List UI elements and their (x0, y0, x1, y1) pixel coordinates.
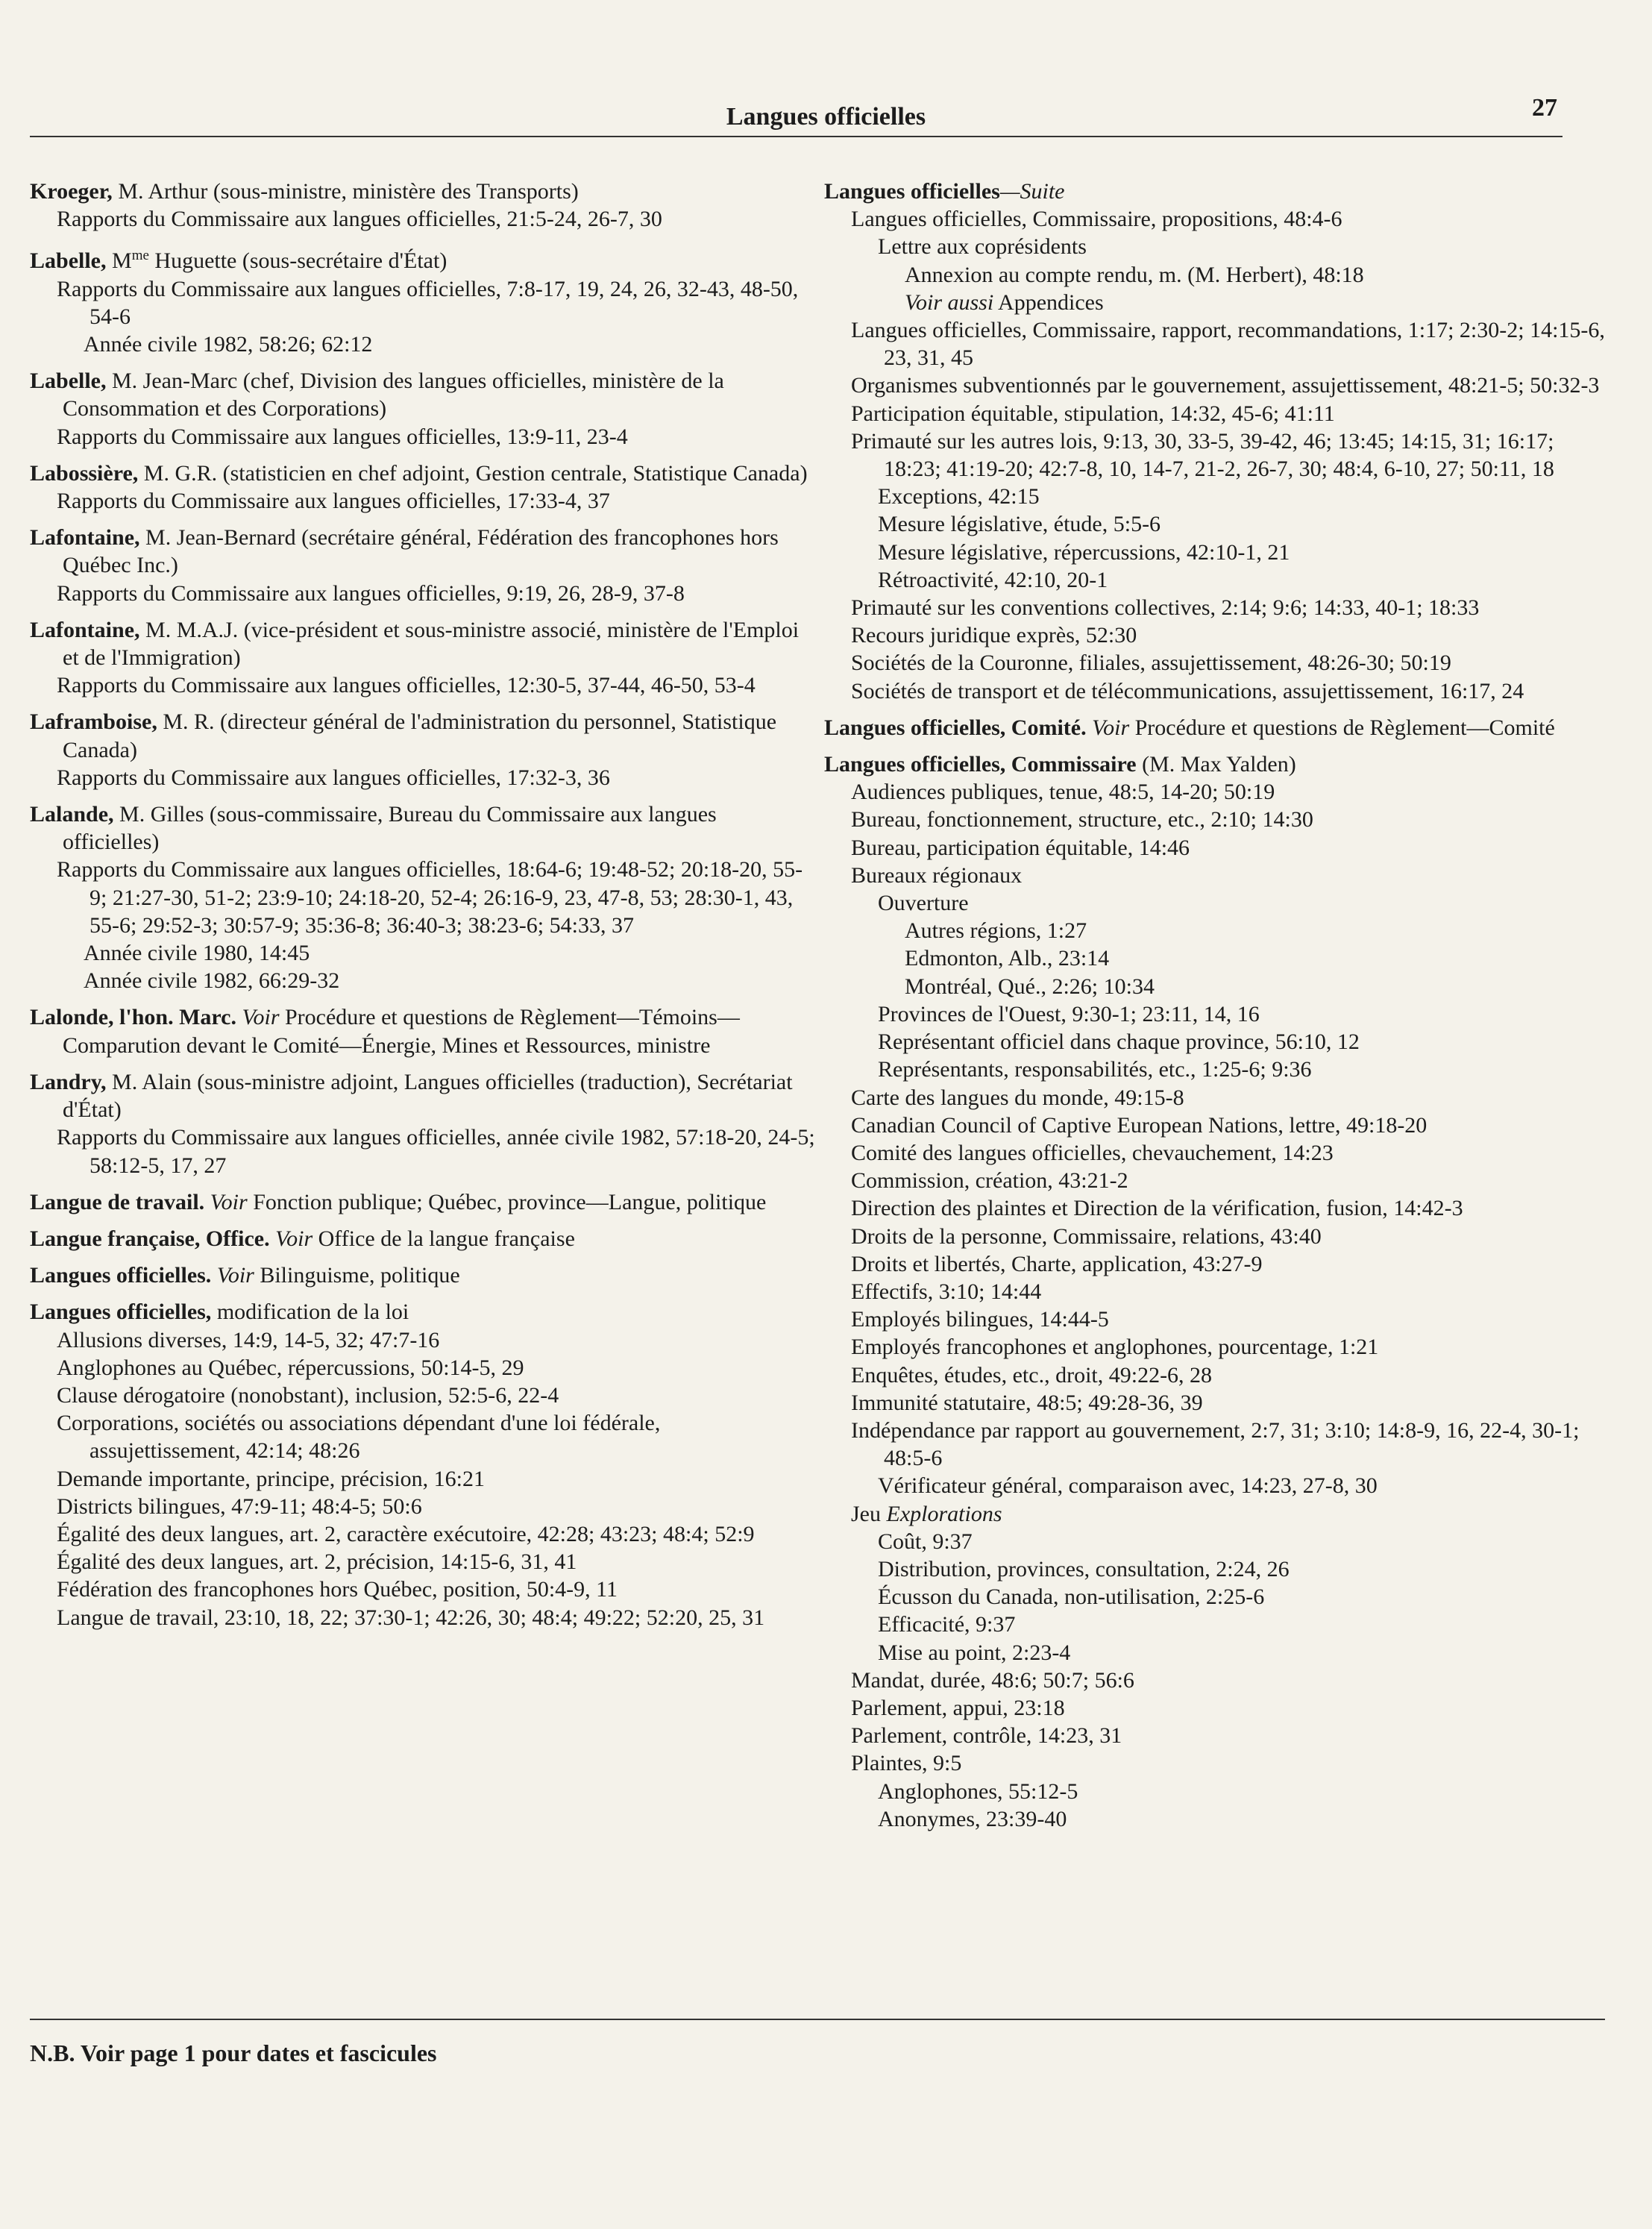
sub-entry: Plaintes, 9:5 (851, 1751, 962, 1776)
sub-entry: Droits et libertés, Charte, application, 43:27-9 (851, 1251, 1263, 1276)
sub-entry: Coût, 9:37 (878, 1529, 973, 1554)
sub-entry: Égalité des deux langues, art. 2, précision, 14:15-6, 31, 41 (57, 1549, 577, 1575)
index-entry: Langues officielles. Voir Bilinguisme, politique (30, 1263, 460, 1288)
index-entry: Landry, M. Alain (sous-ministre adjoint, Langues officielles (traduction), Secrétariat d'État) Rapports du Commissaire aux langues officielles, année civile 1982, 57:18-20, 24-5; 58:12-5, 17, 27 (30, 1068, 817, 1179)
sub-entry: Parlement, contrôle, 14:23, 31 (851, 1723, 1122, 1749)
index-entry: Lafontaine, M. M.A.J. (vice-président et sous-ministre associé, ministère de l'Emploi et de l'Immigration) Rapports du Commissaire aux langues officielles, 12:30-5, 37-44, 46-50, 53-4 (30, 616, 817, 700)
index-entry: Labelle, $M^{me}$ Huguette (sous-secrétaire d'État) Rapports du Commissaire aux langues officielles, 7:8-17, 19, 24, 26, 32-43, 48-50, 54-6 Année civile 1982, 58:26; 62:12 (30, 242, 817, 358)
index-entry: Langues officielles, Comité. Voir Procédure et questions de Règlement—Comité (824, 715, 1555, 740)
sub-entry: Annexion au compte rendu, m. (M. Herbert), 48:18 (905, 262, 1364, 287)
sub-entry: Primauté sur les autres lois, 9:13, 30, 33-5, 39-42, 46; 13:45; 14:15, 31; 16:17; 18:23; 41:19-20; 42:7-8, 10, 14-7, 21-2, 26-7, 30; 48:4, 6-10, 27; 50:11, 18 (851, 428, 1554, 482)
index-entry: Lafontaine, M. Jean-Bernard (secrétaire général, Fédération des francophones hors Québec Inc.) Rapports du Commissaire aux langues officielles, 9:19, 26, 28-9, 37-8 (30, 524, 817, 607)
sub-entry: Sociétés de transport et de télécommunications, assujettissement, 16:17, 24 (851, 678, 1524, 703)
index-entry: Lalande, M. Gilles (sous-commissaire, Bureau du Commissaire aux langues officielles) Rapports du Commissaire aux langues officielles, 18:64-6; 19:48-52; 20:18-20, 55-9; 21:27-30, 51-2; 23:9-10; 24:18-20, 52-4; 26:16-9, 23, 47-8, 53; 28:30-1, 43, 55-6; 29:52-3; 30:57-9; 35:36-8; 36:40-3; 38:23-6; 54:33, 37 Année civile 1980, 14:45 Année civile 1982, 66:29-32 (30, 800, 817, 994)
sub-entry: Langue de travail, 23:10, 18, 22; 37:30-1; 42:26, 30; 48:4; 49:22; 52:20, 25, 31 (57, 1605, 765, 1630)
index-entry: Labelle, M. Jean-Marc (chef, Division des langues officielles, ministère de la Consommation et des Corporations) Rapports du Commissaire aux langues officielles, 13:9-11, 23-4 (30, 367, 817, 451)
sub-entry: Distribution, provinces, consultation, 2:24, 26 (878, 1556, 1290, 1581)
sub-entry: Provinces de l'Ouest, 9:30-1; 23:11, 14, 16 (878, 1001, 1260, 1026)
sub-entry: Rapports du Commissaire aux langues officielles, 17:32-3, 36 (57, 765, 610, 790)
sub-entry: Effectifs, 3:10; 14:44 (851, 1279, 1042, 1304)
sub-entry: Mandat, durée, 48:6; 50:7; 56:6 (851, 1667, 1134, 1693)
sub-entry: Immunité statutaire, 48:5; 49:28-36, 39 (851, 1390, 1203, 1415)
sub-entry: Participation équitable, stipulation, 14:32, 45-6; 41:11 (851, 401, 1335, 426)
sub-entry: Primauté sur les conventions collectives, 2:14; 9:6; 14:33, 40-1; 18:33 (851, 595, 1480, 621)
sub-entry: Droits de la personne, Commissaire, relations, 43:40 (851, 1223, 1322, 1249)
sub-entry: Canadian Council of Captive European Nations, lettre, 49:18-20 (851, 1112, 1428, 1138)
page-number: 27 (1532, 94, 1557, 122)
sub-entry: Voir aussi Appendices (905, 289, 1104, 315)
index-entry: Langues officielles, Commissaire (M. Max Yalden) Audiences publiques, tenue, 48:5, 14-20; 50:19 Bureau, fonctionnement, structure, etc., 2:10; 14:30 Bureau, participation équitable, 14:46 Bureaux régionaux Ouverture Autres régions, 1:27 Edmonton, Alb., 23:14 Montréal, Qué., 2:26; 10:34 Provinces de l'Ouest, 9:30-1; 23:11, 14, 16 Représentant officiel dans chaque province, 56:10, 12 Représentants, responsabilités, etc., 1:25-6; 9:36 Carte des langues du monde, 49:15-8 Canadian Council of Captive European Nations, lettre, 49:18-20 Comité des langues officielles, chevauchement, 14:23 Commission, création, 43:21-2 Direction des plaintes et Direction de la vérification, fusion, 14:42-3 Droits de la personne, Commissaire, relations, 43:40 Droits et libertés, Charte, application, 43:27-9 Effectifs, 3:10; 14:44 Employés bilingues, 14:44-5 Employés francophones et anglophones, pourcentage, 1:21 Enquêtes, études, etc., droit, 49:22-6, 28 Immunité statutaire, 48:5; 49:28-36, 39 Indépendance par rapport au gouvernement, 2:7, 31; 3:10; 14:8-9, 16, 22-4, 30-1; 48:5-6 Vérificateur général, comparaison avec, 14:23, 27-8, 30 Jeu Explorations Coût, 9:37 Distribution, provinces, consultation, 2:24, 26 Écusson du Canada, non-utilisation, 2:25-6 Efficacité, 9:37 Mise au point, 2:23-4 Mandat, durée, 48:6; 50:7; 56:6 Parlement, appui, 23:18 Parlement, contrôle, 14:23, 31 Plaintes, 9:5 Anglophones, 55:12-5 Anonymes, 23:39-40 (824, 750, 1615, 1833)
sub-entry: Représentant officiel dans chaque province, 56:10, 12 (878, 1029, 1360, 1055)
sub-entry: Bureau, fonctionnement, structure, etc., 2:10; 14:30 (851, 807, 1313, 833)
sub-entry: Langues officielles, Commissaire, propositions, 48:4-6 (851, 207, 1342, 232)
sub-entry: Représentants, responsabilités, etc., 1:25-6; 9:36 (878, 1057, 1312, 1082)
sub-entry: Employés bilingues, 14:44-5 (851, 1307, 1109, 1332)
sub-entry: Bureau, participation équitable, 14:46 (851, 835, 1190, 860)
sub-entry: Demande importante, principe, précision, 16:21 (57, 1466, 485, 1491)
footer-rule (30, 2019, 1605, 2020)
sub-entry: Clause dérogatoire (nonobstant), inclusion, 52:5-6, 22-4 (57, 1382, 559, 1408)
sub-entry: Bureaux régionaux (851, 862, 1023, 888)
sub-entry: Sociétés de la Couronne, filiales, assujettissement, 48:26-30; 50:19 (851, 650, 1451, 676)
sub-entry: Rapports du Commissaire aux langues officielles, 12:30-5, 37-44, 46-50, 53-4 (57, 673, 756, 698)
sub-entry: Exceptions, 42:15 (878, 484, 1040, 510)
header-rule (30, 136, 1563, 137)
sub-entry: Allusions diverses, 14:9, 14-5, 32; 47:7-16 (57, 1327, 440, 1352)
sub-entry: Rapports du Commissaire aux langues officielles, 7:8-17, 19, 24, 26, 32-43, 48-50, 54-6 (57, 276, 799, 329)
index-entry: Langues officielles, modification de la loi Allusions diverses, 14:9, 14-5, 32; 47:7-16 Anglophones au Québec, répercussions, 50:14-5, 29 Clause dérogatoire (nonobstant), inclusion, 52:5-6, 22-4 Corporations, sociétés ou associations dépendant d'une loi fédérale, assujettissement, 42:14; 48:26 Demande importante, principe, précision, 16:21 Districts bilingues, 47:9-11; 48:4-5; 50:6 Égalité des deux langues, art. 2, caractère exécutoire, 42:28; 43:23; 48:4; 52:9 Égalité des deux langues, art. 2, précision, 14:15-6, 31, 41 Fédération des francophones hors Québec, position, 50:4-9, 11 Langue de travail, 23:10, 18, 22; 37:30-1; 42:26, 30; 48:4; 49:22; 52:20, 25, 31 (30, 1298, 817, 1631)
sub-entry: Direction des plaintes et Direction de la vérification, fusion, 14:42-3 (851, 1196, 1463, 1221)
sub-entry: Enquêtes, études, etc., droit, 49:22-6, 28 (851, 1362, 1213, 1388)
sub-entry: Rapports du Commissaire aux langues officielles, année civile 1982, 57:18-20, 24-5; 58:12-5, 17, 27 (57, 1125, 815, 1178)
sub-entry: Autres régions, 1:27 (905, 918, 1087, 944)
sub-entry: Commission, création, 43:21-2 (851, 1168, 1128, 1194)
sub-entry: Ouverture (878, 891, 969, 916)
sub-entry: Année civile 1980, 14:45 (84, 941, 310, 966)
sub-entry: Fédération des francophones hors Québec, position, 50:4-9, 11 (57, 1577, 618, 1602)
sub-entry: Audiences publiques, tenue, 48:5, 14-20; 50:19 (851, 780, 1275, 805)
sub-entry: Carte des langues du monde, 49:15-8 (851, 1085, 1184, 1110)
footer-note: N.B. Voir page 1 pour dates et fascicules (30, 2040, 437, 2066)
sub-entry: Mesure législative, étude, 5:5-6 (878, 512, 1161, 537)
sub-entry: Employés francophones et anglophones, pourcentage, 1:21 (851, 1335, 1379, 1360)
sub-entry: Année civile 1982, 66:29-32 (84, 968, 340, 994)
sub-entry: Égalité des deux langues, art. 2, caractère exécutoire, 42:28; 43:23; 48:4; 52:9 (57, 1521, 755, 1546)
index-entry: Langue française, Office. Voir Office de la langue française (30, 1226, 575, 1251)
sub-entry: Efficacité, 9:37 (878, 1612, 1016, 1637)
sub-entry: Langues officielles, Commissaire, rapport, recommandations, 1:17; 2:30-2; 14:15-6, 23, 31, 45 (851, 318, 1605, 371)
sub-entry: Rapports du Commissaire aux langues officielles, 21:5-24, 26-7, 30 (57, 207, 662, 232)
index-entry: Laframboise, M. R. (directeur général de l'administration du personnel, Statistique Canada) Rapports du Commissaire aux langues officielles, 17:32-3, 36 (30, 708, 817, 791)
sub-entry: Mesure législative, répercussions, 42:10-1, 21 (878, 539, 1290, 565)
sub-entry: Mise au point, 2:23-4 (878, 1640, 1071, 1665)
sub-entry: Lettre aux coprésidents (878, 234, 1087, 260)
sub-entry: Corporations, sociétés ou associations dépendant d'une loi fédérale, assujettissement, 42:14; 48:26 (57, 1411, 661, 1464)
sub-entry: Parlement, appui, 23:18 (851, 1695, 1065, 1720)
index-column-right (824, 178, 1615, 1842)
sub-entry: Rapports du Commissaire aux langues officielles, 9:19, 26, 28-9, 37-8 (57, 580, 685, 606)
sub-entry: Districts bilingues, 47:9-11; 48:4-5; 50:6 (57, 1493, 422, 1519)
sub-entry: Montréal, Qué., 2:26; 10:34 (905, 974, 1155, 999)
sub-entry: Vérificateur général, comparaison avec, 14:23, 27-8, 30 (878, 1473, 1378, 1499)
sub-entry: Indépendance par rapport au gouvernement, 2:7, 31; 3:10; 14:8-9, 16, 22-4, 30-1; 48:5-6 (851, 1417, 1580, 1471)
sub-entry: Comité des langues officielles, chevauchement, 14:23 (851, 1140, 1334, 1165)
sub-entry: Anonymes, 23:39-40 (878, 1806, 1067, 1831)
sub-entry: Rapports du Commissaire aux langues officielles, 13:9-11, 23-4 (57, 424, 628, 449)
sub-entry: Recours juridique exprès, 52:30 (851, 623, 1137, 648)
sub-entry: Rapports du Commissaire aux langues officielles, 17:33-4, 37 (57, 489, 610, 514)
sub-entry: Anglophones, 55:12-5 (878, 1778, 1078, 1804)
sub-entry: Organismes subventionnés par le gouvernement, assujettissement, 48:21-5; 50:32-3 (851, 373, 1600, 398)
sub-entry: Écusson du Canada, non-utilisation, 2:25-6 (878, 1584, 1265, 1610)
index-entry: Langues officielles—Suite Langues officielles, Commissaire, propositions, 48:4-6 Lettre aux coprésidents Annexion au compte rendu, m. (M. Herbert), 48:18 Voir aussi Appendices Langues officielles, Commissaire, rapport, recommandations, 1:17; 2:30-2; 14:15-6, 23, 31, 45 Organismes subventionnés par le gouvernement, assujettissement, 48:21-5; 50:32-3 Participation équitable, stipulation, 14:32, 45-6; 41:11 Primauté sur les autres lois, 9:13, 30, 33-5, 39-42, 46; 13:45; 14:15, 31; 16:17; 18:23; 41:19-20; 42:7-8, 10, 14-7, 21-2, 26-7, 30; 48:4, 6-10, 27; 50:11, 18 Exceptions, 42:15 Mesure législative, étude, 5:5-6 Mesure législative, répercussions, 42:10-1, 21 Rétroactivité, 42:10, 20-1 Primauté sur les conventions collectives, 2:14; 9:6; 14:33, 40-1; 18:33 Recours juridique exprès, 52:30 Sociétés de la Couronne, filiales, assujettissement, 48:26-30; 50:19 Sociétés de transport et de télécommunications, assujettissement, 16:17, 24 (824, 178, 1615, 705)
index-entry: Langue de travail. Voir Fonction publique; Québec, province—Langue, politique (30, 1189, 767, 1214)
sub-entry: Rétroactivité, 42:10, 20-1 (878, 567, 1108, 592)
sub-entry: Année civile 1982, 58:26; 62:12 (84, 332, 373, 357)
sub-entry: Rapports du Commissaire aux langues officielles, 18:64-6; 19:48-52; 20:18-20, 55-9; 21:27-30, 51-2; 23:9-10; 24:18-20, 52-4; 26:16-9, 23, 47-8, 53; 28:30-1, 43, 55-6; 29:52-3; 30:57-9; 35:36-8; 36:40-3; 38:23-6; 54:33, 37 (57, 857, 803, 938)
sub-entry: Edmonton, Alb., 23:14 (905, 946, 1110, 971)
page-header-title: Langues officielles (726, 103, 926, 131)
index-entry: Kroeger, M. Arthur (sous-ministre, ministère des Transports) Rapports du Commissaire aux langues officielles, 21:5-24, 26-7, 30 (30, 178, 817, 233)
index-entry: Labossière, M. G.R. (statisticien en chef adjoint, Gestion centrale, Statistique Canada) Rapports du Commissaire aux langues officielles, 17:33-4, 37 (30, 460, 817, 515)
sub-entry: Anglophones au Québec, répercussions, 50:14-5, 29 (57, 1355, 524, 1380)
index-column-left (30, 178, 817, 1640)
index-entry: Lalonde, l'hon. Marc. Voir Procédure et questions de Règlement—Témoins—Comparution devant le Comité—Énergie, Mines et Ressources, ministre (30, 1005, 740, 1058)
sub-entry: Jeu Explorations (851, 1501, 1002, 1526)
